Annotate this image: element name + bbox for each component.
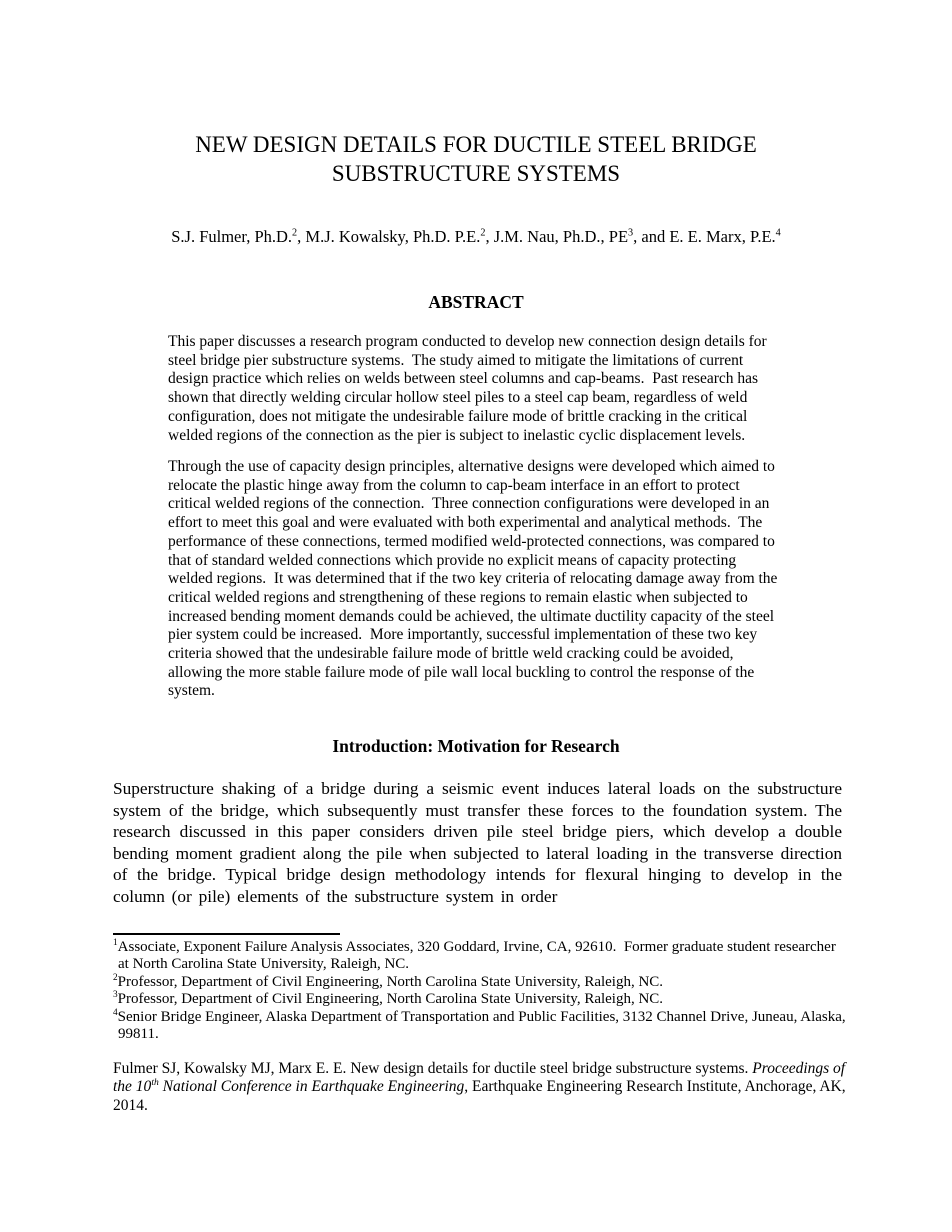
footnotes-block — [113, 939, 850, 1043]
footnote-marker: 3 — [113, 990, 118, 1001]
citation-italic-segment: Proceedings of the 10 — [113, 1060, 849, 1096]
author-segment: S.J. Fulmer, Ph.D. — [171, 227, 293, 246]
citation-text: , Earthquake Engineering Research Institute, Anchorage, AK, 2014. — [113, 1078, 850, 1114]
abstract-heading: ABSTRACT — [428, 292, 524, 312]
abstract-paragraph-2: Through the use of capacity design principles, alternative designs were developed which aimed to relocate the plastic hinge away from the column to cap-beam interface in an effort to protect critical welded regions of the connection. Three connection configurations were developed in an effort to meet this goal and were evaluated with both experimental and analytical methods. The performance of these connections, termed modified weld-protected connections, was compared to that of standard welded connections which provide no explicit means of capacity protecting welded regions. It was determined that if the two key criteria of relocating damage away from the critical welded regions and strengthening of these regions to remain elastic when subjected to increased bending moment demands could be achieved, the ultimate ductility capacity of the steel pier system could be increased. More importantly, successful implementation of these two key criteria showed that the undesirable failure mode of brittle weld cracking could be avoided, allowing the more stable failure mode of pile wall local buckling to control the response of the system. — [168, 458, 782, 700]
author-segment: , J.M. Nau, Ph.D., PE — [485, 227, 629, 246]
author-segment: , M.J. Kowalsky, Ph.D. P.E. — [297, 227, 481, 246]
footnote — [113, 1009, 850, 1044]
citation-italic-segment: National Conference in Earthquake Engineering — [158, 1078, 465, 1096]
footnote — [113, 991, 850, 1008]
author-line — [0, 227, 952, 247]
footnote — [113, 939, 850, 974]
footnote-text: Professor, Department of Civil Engineering, North Carolina State University, Raleigh, NC. — [117, 973, 664, 990]
author-affiliation-marker: 2 — [292, 227, 298, 239]
author-affiliation-marker: 3 — [628, 227, 634, 239]
footnote-separator-rule — [113, 933, 340, 935]
paper-title — [0, 130, 952, 188]
author-segment: , and E. E. Marx, P.E. — [633, 227, 776, 246]
footnote-marker: 2 — [113, 972, 118, 983]
introduction-heading: Introduction: Motivation for Research — [332, 736, 620, 756]
title-line-2: SUBSTRUCTURE SYSTEMS — [331, 161, 621, 186]
abstract-paragraph-1: This paper discusses a research program conducted to develop new connection design details for steel bridge pier substructure systems. The study aimed to mitigate the limitations of current design practice which relies on welds between steel columns and cap-beams. Past research has shown that directly welding circular hollow steel piles to a steel cap beam, regardless of weld configuration, does not mitigate the undesirable failure mode of brittle cracking in the critical welded regions of the connection as the pier is subject to inelastic cyclic displacement levels. — [168, 333, 771, 444]
footnote-text: Professor, Department of Civil Engineering, North Carolina State University, Raleigh, NC. — [117, 991, 664, 1008]
footnote-marker: 1 — [113, 938, 118, 948]
citation-text: Fulmer SJ, Kowalsky MJ, Marx E. E. New design details for ductile steel bridge substructure systems. — [113, 1060, 753, 1077]
citation-block — [113, 1060, 850, 1115]
author-affiliation-marker: 4 — [775, 227, 781, 239]
footnote-text: Associate, Exponent Failure Analysis Associates, 320 Goddard, Irvine, CA, 92610. Former graduate student researcher at North Carolina State University, Raleigh, NC. — [117, 939, 840, 973]
footnote-text: Senior Bridge Engineer, Alaska Department of Transportation and Public Facilities, 3132 Channel Drive, Juneau, Alaska, 99811. — [117, 1008, 850, 1043]
footnote — [113, 974, 850, 991]
title-line-1: NEW DESIGN DETAILS FOR DUCTILE STEEL BRIDGE — [195, 132, 757, 157]
author-affiliation-marker: 2 — [480, 227, 486, 239]
citation-ordinal-superscript: th — [151, 1077, 159, 1089]
footnote-marker: 4 — [113, 1007, 118, 1018]
introduction-paragraph: Superstructure shaking of a bridge during a seismic event induces lateral loads on the substructure system of the bridge, which subsequently must transfer these forces to the foundation system. The research discussed in this paper considers driven pile steel bridge piers, which develop a double bending moment gradient along the pile when subjected to lateral loading in the transverse direction of the bridge. Typical bridge design methodology intends for flexural hinging to develop in the column (or pile) elements of the substructure system in order — [113, 779, 842, 906]
